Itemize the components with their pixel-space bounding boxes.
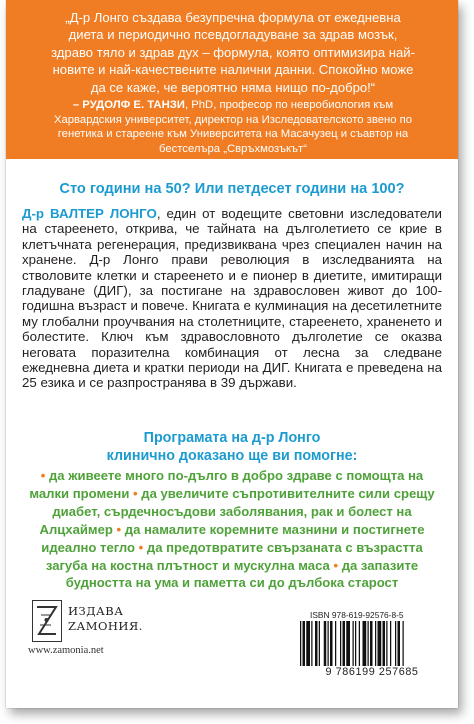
isbn-label: ISBN 978-619-92576-8-5 <box>310 610 404 620</box>
program-heading <box>6 430 458 465</box>
benefit-item: да запазите будността на ума и паметта си до дълбока старост <box>65 557 419 591</box>
barcode-bar <box>353 621 354 666</box>
barcode-bar <box>306 621 310 666</box>
barcode-bar <box>375 621 376 666</box>
bullet-icon: • <box>333 557 339 573</box>
barcode-bar <box>403 621 404 666</box>
publisher-emblem-icon <box>32 600 62 642</box>
attribution-name: – РУДОЛФ Е. ТАНЗИ <box>72 99 185 111</box>
book-back-cover <box>6 0 458 708</box>
attribution-line: Харвардския университет, директор на Изследователското звено по <box>53 113 413 126</box>
attribution-line: генетика и стареене към Университета на Масачузец и съавтор на <box>57 128 409 141</box>
quote-banner <box>6 0 458 159</box>
barcode-bar <box>363 621 367 666</box>
barcode-bar <box>330 621 333 666</box>
barcode-digits: 9 786199 257685 <box>325 666 419 678</box>
quote-line: диета и периодично псевдогладуване за здрав мозък, <box>68 27 398 43</box>
quote-line: новите и най-качествените налични данни. Спокойно може <box>52 62 414 78</box>
barcode-bar <box>383 621 386 666</box>
publisher-emblem-graphic <box>33 601 60 640</box>
publisher-line: ИЗДАВА <box>68 604 124 618</box>
benefit-item: да увеличите съпротивителните сили срещу диабет, сърдечносъдови заболявания, рак и болест на Алцхаймер <box>39 485 435 537</box>
quote-attribution <box>28 98 438 156</box>
barcode-bar <box>370 621 373 666</box>
barcode-bar <box>303 621 306 666</box>
bullet-icon: • <box>138 539 144 555</box>
barcode-bar <box>328 621 329 666</box>
description-paragraph <box>22 206 442 391</box>
barcode-bar <box>319 621 320 666</box>
barcode-bar <box>315 621 318 666</box>
barcode-bar <box>395 621 396 666</box>
attribution-line <box>28 98 438 113</box>
benefit-item: да намалите коремните мазнини и постигнете идеално тегло <box>41 521 425 555</box>
tagline-heading: Сто години на 50? Или петдесет години на 100? <box>59 181 405 197</box>
publisher-logo <box>30 598 143 650</box>
barcode-bar <box>390 621 391 666</box>
bullet-icon: • <box>40 468 46 483</box>
bullet-icon: • <box>133 485 138 501</box>
publisher-website: www.zamonia.net <box>28 645 104 656</box>
barcode-bar <box>335 621 336 666</box>
barcode-bar <box>378 621 382 666</box>
barcode-bar <box>324 621 327 666</box>
barcode-bar <box>359 621 360 666</box>
benefit-item: да живеете много по-дълго в добро здраве с помощта на малки промени <box>29 468 424 501</box>
endorsement-quote <box>28 9 438 96</box>
barcode-bar <box>386 621 387 666</box>
publisher-line: ZАМОНИЯ. <box>68 619 143 633</box>
benefit-list <box>22 467 442 592</box>
program-line: клинично доказано ще ви помогне: <box>106 447 358 464</box>
quote-line: да се каже, че вероятно няма нищо по-добро!“ <box>90 79 376 95</box>
quote-line: „Д-р Лонго създава безупречна формула от ежедневна <box>65 10 401 25</box>
barcode-bar <box>311 621 312 666</box>
attribution-line: бестселъра „Свръхмозъкът“ <box>158 142 307 155</box>
benefit-item: да предотвратите свързаната с възрастта загуба на костна плътност и мускулна маса <box>45 539 423 573</box>
description-text: , един от водещите световни изследователи на стареенето, открива, че тайната на дълголетието се крие в клетъчната регенерация, предизвиквана чрез специален начин на хранене. Д-р Лонго прави революция в изследванията на стволовите клетки и стареенето и е пионер в диетите, имитиращи гладуване (ДИГ), за постигане на здравословен живот до 100-годишна възраст и повече. Книгата е кулминация на десетилетните му глобални проучвания на столетниците, стареенето, храненето и болестите. Ключ към здравословното дълголетие се оказва неговата поразителна комбинация от лесна за следване ежедневна диета и кратки периоди на ДИГ. Книгата е преведена на 25 езика и се разпространява в 39 държави. <box>22 206 442 391</box>
publisher-name <box>68 604 143 634</box>
program-line: Програмата на д-р Лонго <box>143 430 321 446</box>
attribution-title: , PhD, професор по невробиология към <box>184 99 394 111</box>
barcode-bar <box>398 621 401 666</box>
quote-line: здраво тяло и здрав дух – формула, която оптимизира най- <box>51 44 415 60</box>
barcode <box>297 621 447 666</box>
barcode-bar <box>340 621 341 666</box>
barcode-bar <box>343 621 346 666</box>
barcode-bar <box>368 621 369 666</box>
barcode-bar <box>355 621 356 666</box>
barcode-bar <box>346 621 350 666</box>
bullet-icon: • <box>116 521 122 537</box>
barcode-bar <box>300 621 301 666</box>
author-name: Д-р ВАЛТЕР ЛОНГО <box>22 206 157 221</box>
